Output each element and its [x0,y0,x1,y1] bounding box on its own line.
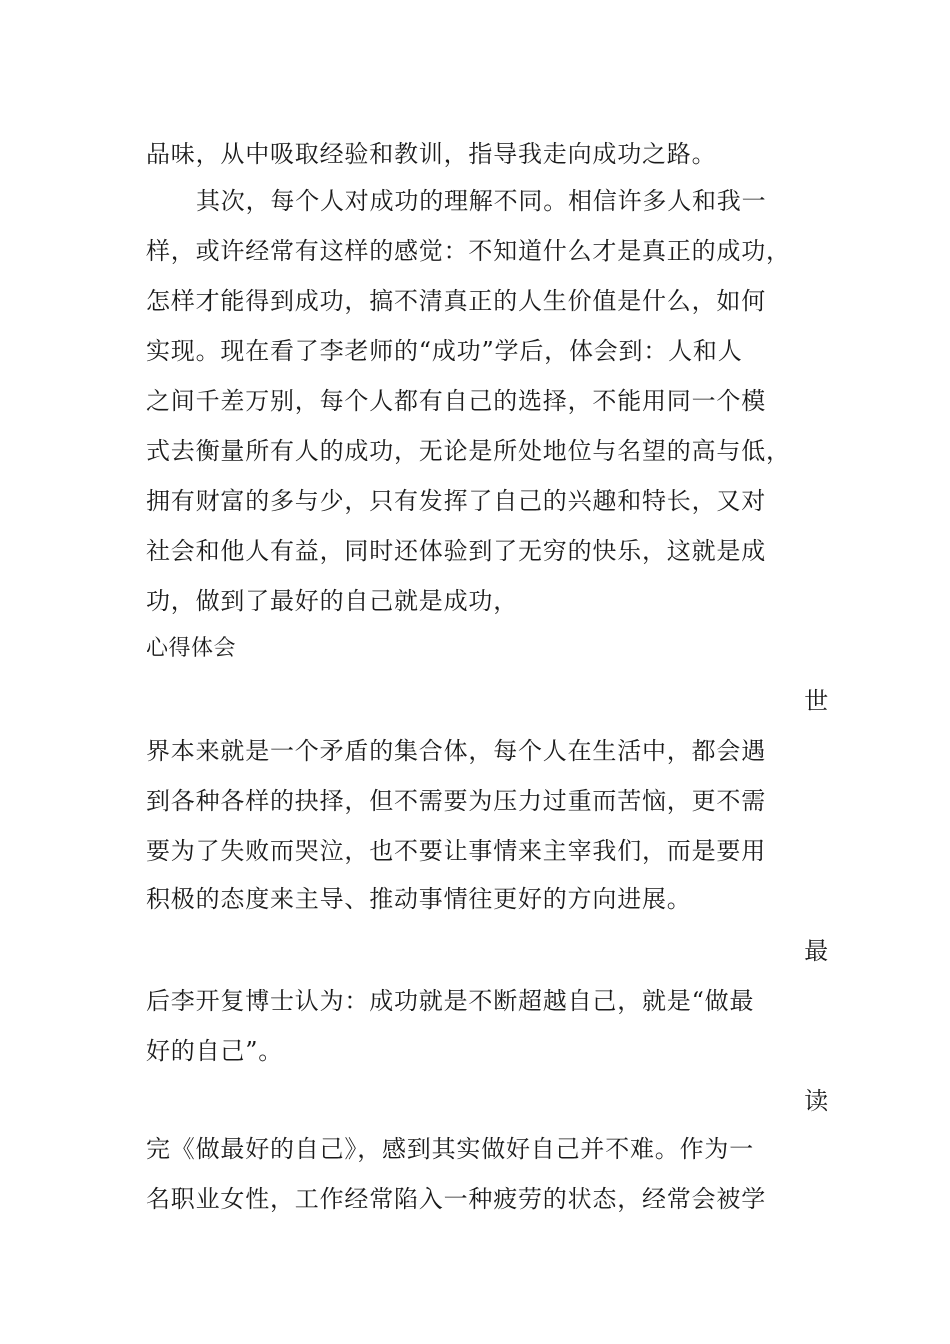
text-line: 品味，从中吸取经验和教训，指导我走向成功之路。 [146,140,717,168]
text-line: 世 [804,687,829,715]
text-line: 其次，每个人对成功的理解不同。相信许多人和我一 [196,187,767,215]
text-line: 到各种各样的抉择，但不需要为压力过重而苦恼，更不需 [146,787,766,815]
text-line: 后李开复博士认为：成功就是不断超越自己，就是“做最 [146,987,755,1015]
section-heading: 心得体会 [146,636,237,661]
text-line: 之间千差万别，每个人都有自己的选择，不能用同一个模 [146,387,766,415]
text-line: 实现。现在看了李老师的“成功”学后，体会到：人和人 [146,337,743,365]
text-line: 怎样才能得到成功，搞不清真正的人生价值是什么，如何 [146,287,766,315]
text-line: 式去衡量所有人的成功，无论是所处地位与名望的高与低， [146,437,791,465]
text-line: 最 [804,937,829,965]
text-line: 拥有财富的多与少，只有发挥了自己的兴趣和特长，又对 [146,487,766,515]
text-line: 完《做最好的自己》，感到其实做好自己并不难。作为一 [146,1135,754,1163]
text-line: 好的自己”。 [146,1037,284,1065]
text-line: 功，做到了最好的自己就是成功， [146,587,518,615]
text-line: 积极的态度来主导、推动事情往更好的方向进展。 [146,885,692,913]
text-line: 样，或许经常有这样的感觉：不知道什么才是真正的成功， [146,237,791,265]
text-line: 要为了失败而哭泣，也不要让事情来主宰我们，而是要用 [146,837,766,865]
text-line: 社会和他人有益，同时还体验到了无穷的快乐，这就是成 [146,537,766,565]
text-line: 名职业女性，工作经常陷入一种疲劳的状态，经常会被学 [146,1185,766,1213]
text-line: 界本来就是一个矛盾的集合体，每个人在生活中，都会遇 [146,737,766,765]
text-line: 读 [804,1087,829,1115]
